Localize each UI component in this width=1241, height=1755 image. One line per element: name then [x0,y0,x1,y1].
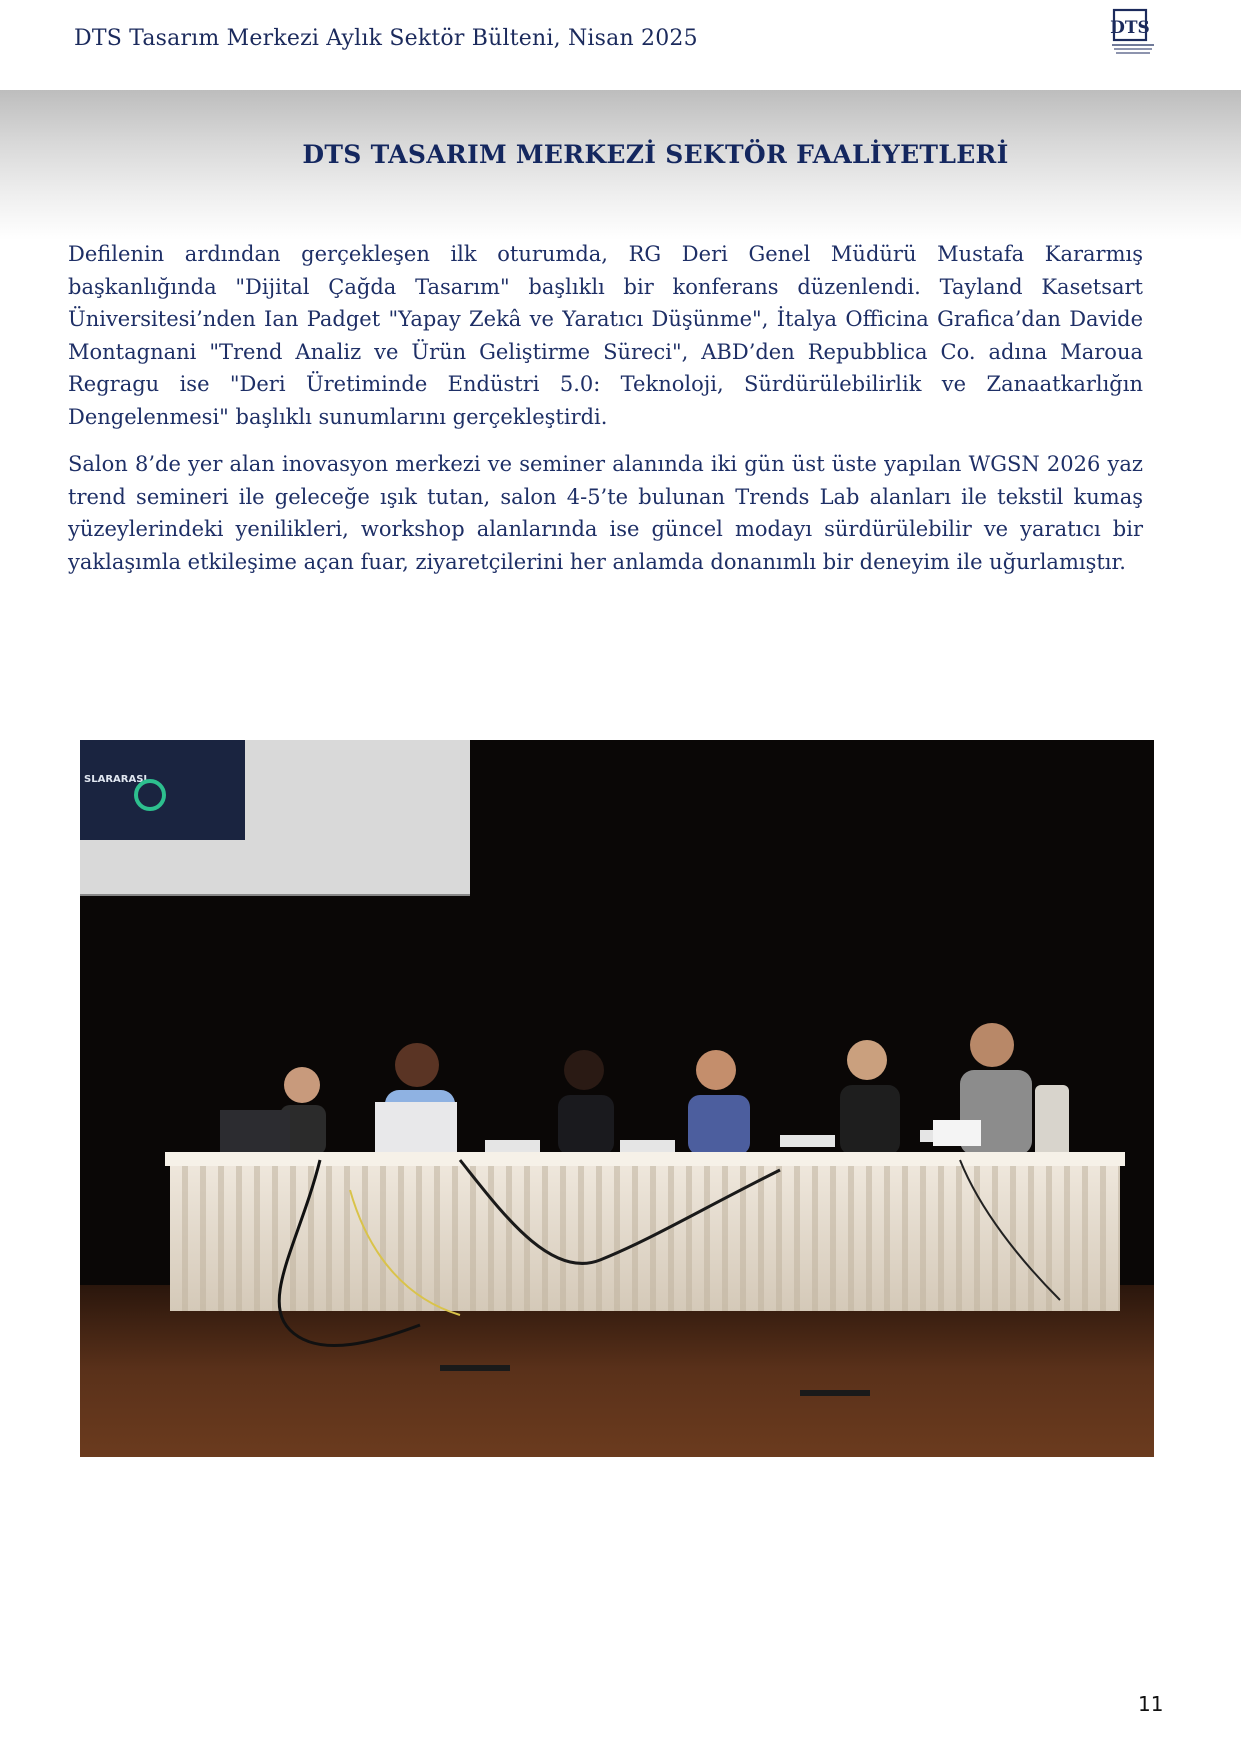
screen-text: SLARARASI [84,774,148,785]
logo-lettering: DTS [1110,18,1150,38]
bulletin-header-title: DTS Tasarım Merkezi Aylık Sektör Bülteni, Nisan 2025 [74,26,698,51]
page-number: 11 [1138,1692,1164,1716]
dts-logo [1108,8,1158,56]
section-title: DTS TASARIM MERKEZİ SEKTÖR FAALİYETLERİ [302,140,1009,169]
body-paragraph-1: Defilenin ardından gerçekleşen ilk oturumda, RG Deri Genel Müdürü Mustafa Kararmış başkanlığında "Dijital Çağda Tasarım" başlıklı bir konferans düzenlendi. Tayland Kasetsart Üniversitesi’nden Ian Padget "Yapay Zekâ ve Yaratıcı Düşünme", İtalya Officina Grafica’dan Davide Montagnani "Trend Analiz ve Ürün Geliştirme Süreci", ABD’den Repubblica Co. adına Maroua Regragu ise "Deri Üretiminde Endüstri 5.0: Teknoloji, Sürdürülebilirlik ve Zanaatkarlığın Dengelenmesi" başlıklı sunumlarını gerçekleştirdi. [68,242,1143,429]
body-paragraph-2: Salon 8’de yer alan inovasyon merkezi ve seminer alanında iki gün üst üste yapılan WGSN 2026 yaz trend semineri ile geleceğe ışık tutan, salon 4-5’te bulunan Trends Lab alanları ile tekstil kumaş yüzeylerindeki yenilikleri, workshop alanlarında ise güncel modayı sürdürülebilir ve yaratıcı bir yaklaşımla etkileşime açan fuar, ziyaretçilerini her anlamda donanımlı bir deneyim ile uğurlamıştır. [68,452,1143,574]
conference-panel-photo [80,740,1154,1457]
